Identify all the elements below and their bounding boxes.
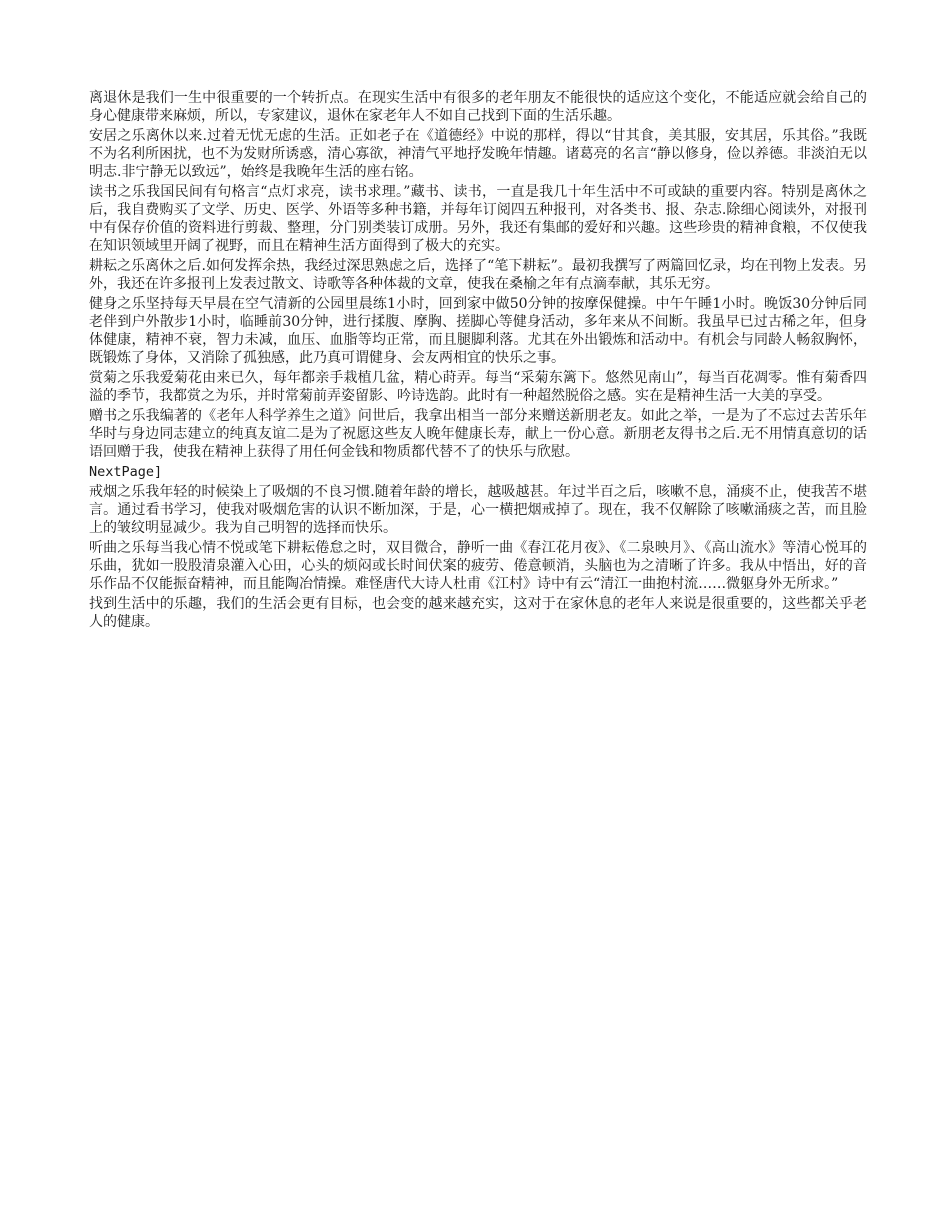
paragraph-writing: 耕耘之乐离休之后.如何发挥余热，我经过深思熟虑之后，选择了“笔下耕耘”。最初我撰写了两篇回忆录，均在刊物上发表。另外，我还在许多报刊上发表过散文、诗歌等各种体裁的文章，使我在桑榆之年有点滴奉献，其乐无穷。 <box>89 258 867 292</box>
intro-paragraph: 离退休是我们一生中很重要的一个转折点。在现实生活中有很多的老年朋友不能很快的适应这个变化，不能适应就会给自己的身心健康带来麻烦，所以，专家建议，退休在家老年人不如自己找到下面的生活乐趣。 <box>89 90 867 124</box>
paragraph-chrysanthemum: 赏菊之乐我爱菊花由来已久，每年都亲手栽植几盆，精心莳弄。每当“采菊东篱下。悠然见南山”，每当百花凋零。惟有菊香四溢的季节，我都赏之为乐，并时常菊前弄姿留影、吟诗选韵。此时有一种超然脱俗之感。实在是精神生活一大美的享受。 <box>89 370 867 404</box>
paragraph-music: 听曲之乐每当我心情不悦或笔下耕耘倦怠之时，双目微合，静听一曲《春江花月夜》、《二泉映月》、《高山流水》等清心悦耳的乐曲，犹如一股股清泉灌入心田，心头的烦闷或长时间伏案的疲劳、倦意顿消，头脑也为之清晰了许多。我从中悟出，好的音乐作品不仅能振奋精神，而且能陶冶情操。难怪唐代大诗人杜甫《江村》诗中有云“清江一曲抱村流……微躯身外无所求。” <box>89 540 867 592</box>
document-body <box>89 89 867 633</box>
paragraph-quit-smoking: 戒烟之乐我年轻的时候染上了吸烟的不良习惯.随着年龄的增长，越吸越甚。年过半百之后，咳嗽不息，涌痰不止，使我苦不堪言。通过看书学习，使我对吸烟危害的认识不断加深，于是，心一横把烟戒掉了。现在，我不仅解除了咳嗽涌痰之苦，而且脸上的皱纹明显减少。我为自己明智的选择而快乐。 <box>89 484 867 536</box>
paragraph-settled-living: 安居之乐离休以来.过着无忧无虑的生活。正如老子在《道德经》中说的那样，得以“甘其食，美其服，安其居，乐其俗。”我既不为名利所困扰，也不为发财所诱惑，清心寡欲，神清气平地抒发晚年情趣。诸葛亮的名言“静以修身，俭以养德。非淡泊无以明志.非宁静无以致远”，始终是我晚年生活的座右铭。 <box>89 128 867 180</box>
conclusion-paragraph: 找到生活中的乐趣，我们的生活会更有目标，也会变的越来越充实，这对于在家休息的老年人来说是很重要的，这些都关乎老人的健康。 <box>89 596 867 630</box>
paragraph-fitness: 健身之乐坚持每天早晨在空气清新的公园里晨练1小时，回到家中做50分钟的按摩保健操。中午午睡1小时。晚饭30分钟后同老伴到户外散步1小时，临睡前30分钟，进行揉腹、摩胸、搓脚心等健身活动，多年来从不间断。我虽早已过古稀之年，但身体健康，精神不衰，智力未减，血压、血脂等均正常，而且腿脚利落。尤其在外出锻炼和活动中。有机会与同龄人畅叙胸怀，既锻炼了身体，又消除了孤独感，此乃真可谓健身、会友两相宜的快乐之事。 <box>89 296 867 366</box>
paragraph-reading: 读书之乐我国民间有句格言“点灯求亮，读书求理。”藏书、读书，一直是我几十年生活中不可或缺的重要内容。特别是离休之后，我自费购买了文学、历史、医学、外语等多种书籍，并每年订阅四五种报刊，对各类书、报、杂志.除细心阅读外，对报刊中有保存价值的资料进行剪裁、整理，分门别类装订成册。另外，我还有集邮的爱好和兴趣。这些珍贵的精神食粮，不仅使我在知识领域里开阔了视野，而且在精神生活方面得到了极大的充实。 <box>89 184 867 254</box>
paragraph-gifting-books: 赠书之乐我编著的《老年人科学养生之道》问世后，我拿出相当一部分来赠送新朋老友。如此之举，一是为了不忘过去苦乐年华时与身边同志建立的纯真友谊二是为了祝愿这些友人晚年健康长寿，献上一份心意。新朋老友得书之后.无不用情真意切的话语回赠于我，使我在精神上获得了用任何金钱和物质都代替不了的快乐与欣慰。 <box>89 408 867 460</box>
page-break-marker: NextPage] <box>89 464 163 480</box>
